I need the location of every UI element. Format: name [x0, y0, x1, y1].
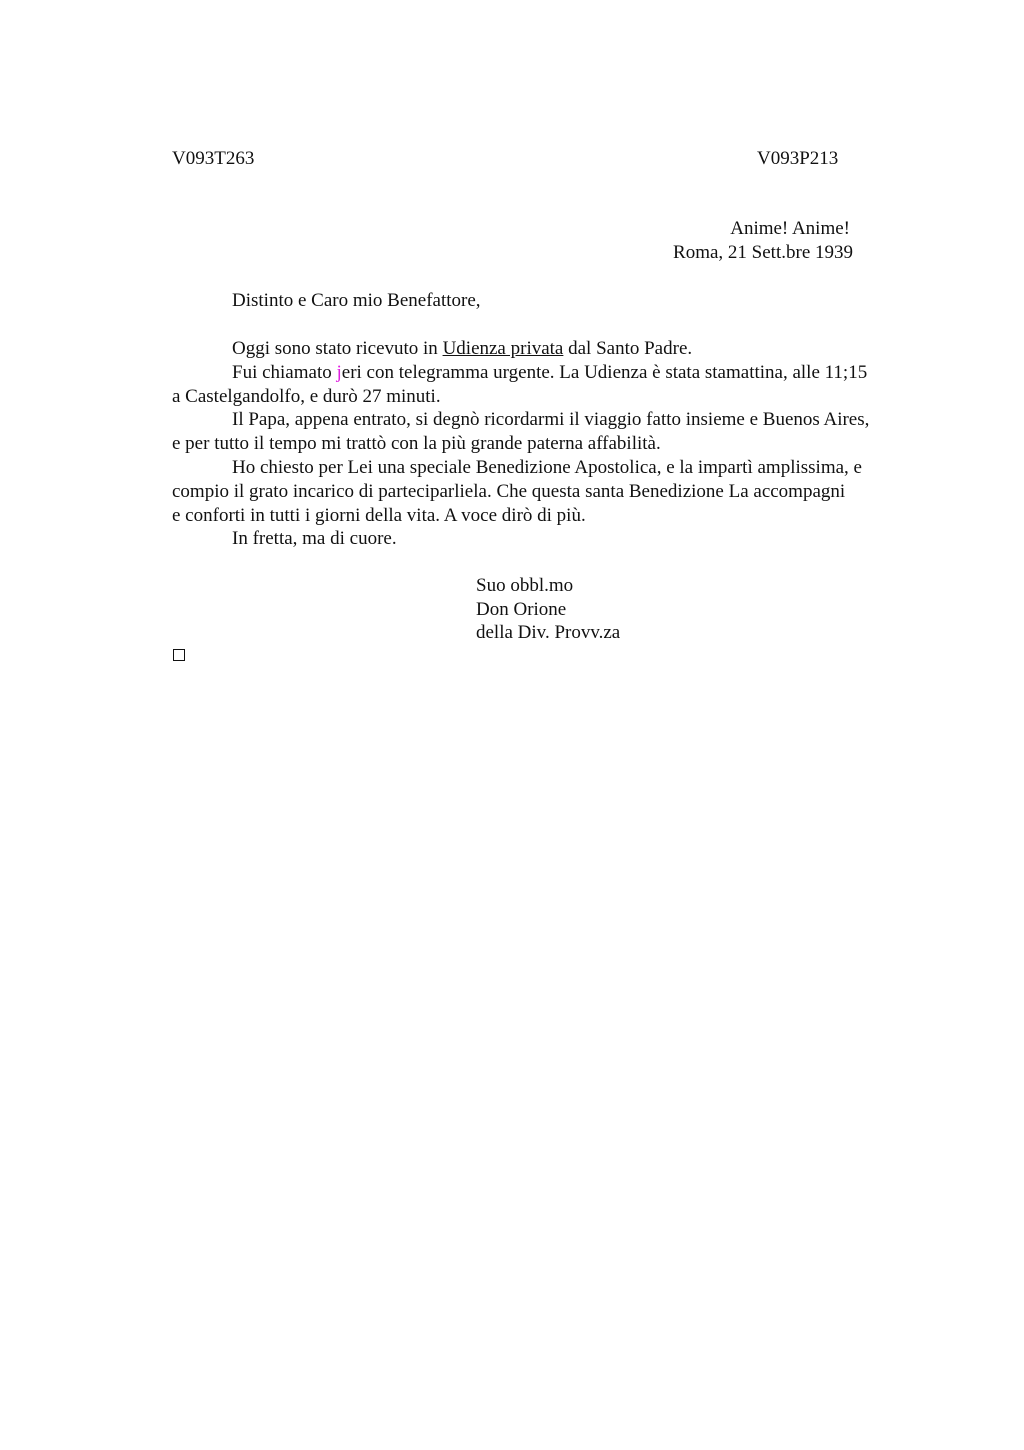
letter-place-date: Roma, 21 Sett.bre 1939 — [673, 242, 853, 263]
paragraph-pope — [172, 408, 932, 456]
document-code-left: V093T263 — [172, 148, 255, 169]
letter-body — [172, 337, 932, 551]
signature-block — [476, 574, 620, 645]
paragraph-blessing-line1: Ho chiesto per Lei una speciale Benedizione Apostolica, e la impartì amplissima, e — [232, 456, 862, 478]
document-code-right: V093P213 — [757, 148, 839, 169]
paragraph-blessing-line2: compio il grato incarico di parteciparliela. Che questa santa Benedizione La accompagni — [172, 480, 846, 502]
signature-line-3: della Div. Provv.za — [476, 622, 621, 643]
paragraph-pope-line2: e per tutto il tempo mi trattò con la più grande paterna affabilità. — [172, 433, 661, 455]
letter-salutation: Distinto e Caro mio Benefattore, — [232, 290, 481, 311]
paragraph-pope-line1: Il Papa, appena entrato, si degnò ricordarmi il viaggio fatto insieme e Buenos Aires, — [232, 409, 870, 431]
paragraph-closing-text: In fretta, ma di cuore. — [232, 528, 397, 550]
paragraph-blessing-line3: e conforti in tutti i giorni della vita. A voce dirò di più. — [172, 504, 586, 526]
paragraph-closing — [172, 527, 932, 551]
paragraph-blessing — [172, 456, 932, 527]
underlined-phrase: Udienza privata — [442, 338, 564, 359]
paragraph-audience — [172, 337, 932, 361]
paragraph-audience-end: dal Santo Padre. — [563, 338, 693, 359]
paragraph-audience-text: Oggi sono stato ricevuto in — [232, 338, 443, 359]
checkbox-square-icon — [173, 649, 185, 661]
paragraph-telegram-rest: eri con telegramma urgente. La Udienza è stata stamattina, alle 11;15 — [341, 361, 868, 383]
paragraph-telegram — [172, 361, 932, 409]
letter-motto: Anime! Anime! — [730, 218, 850, 239]
signature-line-2: Don Orione — [476, 598, 567, 620]
highlighted-letter: j — [336, 361, 342, 383]
paragraph-telegram-start: Fui chiamato — [232, 361, 337, 383]
signature-line-1: Suo obbl.mo — [476, 575, 574, 596]
paragraph-telegram-line2: a Castelgandolfo, e durò 27 minuti. — [172, 385, 441, 407]
